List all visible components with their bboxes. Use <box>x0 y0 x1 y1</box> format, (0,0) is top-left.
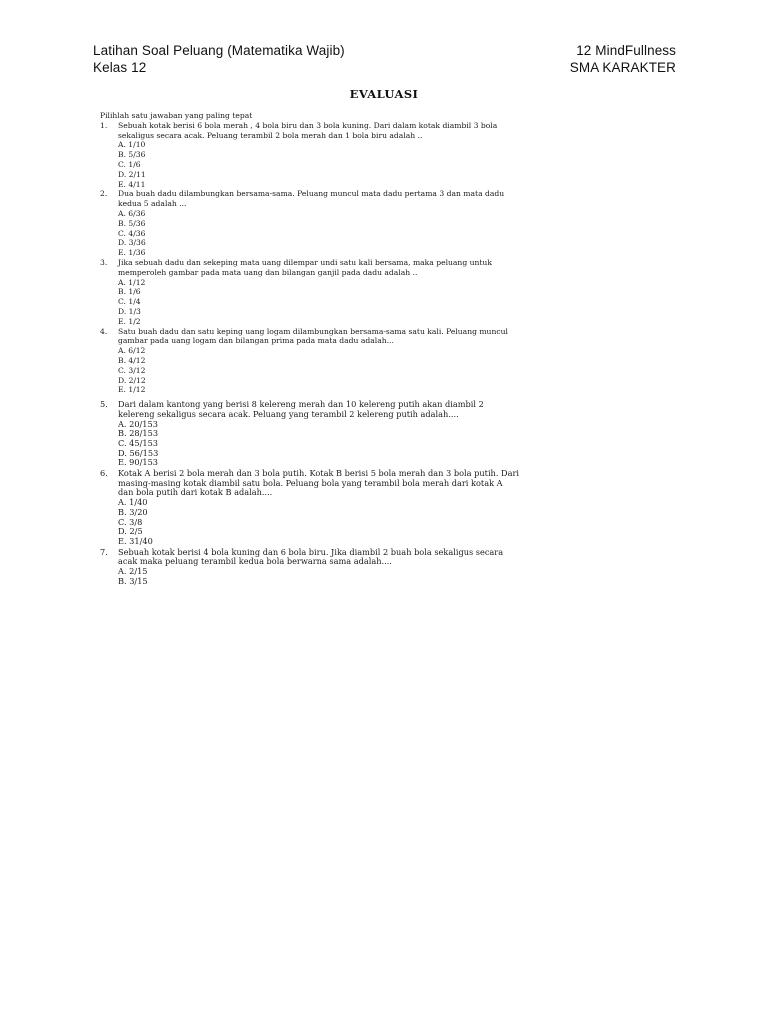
answer-option: D. 1/3 <box>118 306 141 316</box>
answer-option: E. 4/11 <box>118 179 146 189</box>
answer-option: A. 6/36 <box>118 208 146 218</box>
answer-options <box>118 420 520 469</box>
question-number: 3. <box>100 257 108 267</box>
answer-option: A. 1/10 <box>118 140 146 150</box>
question-4 <box>100 327 520 396</box>
answer-option: B. 4/12 <box>118 355 146 365</box>
question-7 <box>100 548 520 587</box>
answer-option: D. 2/11 <box>118 169 146 179</box>
header-school: SMA KARAKTER <box>569 60 676 75</box>
answer-option: B. 1/6 <box>118 287 141 297</box>
answer-option: A. 1/40 <box>118 497 148 508</box>
question-number: 7. <box>100 546 108 557</box>
answer-option: D. 56/153 <box>118 447 159 458</box>
answer-option: C. 1/4 <box>118 297 141 307</box>
answer-option: B. 28/153 <box>118 428 159 439</box>
question-2 <box>100 189 520 258</box>
answer-option: D. 2/5 <box>118 526 143 537</box>
answer-option: D. 3/36 <box>118 238 146 248</box>
answer-option: C. 3/8 <box>118 516 143 527</box>
answer-option: A. 6/12 <box>118 346 146 356</box>
answer-option: E. 90/153 <box>118 457 158 468</box>
answer-option: B. 3/15 <box>118 575 148 586</box>
question-text: Dua buah dadu dilambungkan bersama-sama. Peluang muncul mata dadu pertama 3 dan mata dadu kedua 5 adalah ... <box>118 189 505 209</box>
answer-option: C. 3/12 <box>118 365 146 375</box>
question-text: Sebuah kotak berisi 4 bola kuning dan 6 bola biru. Jika diambil 2 buah bola sekaligus secara acak maka peluang terambil kedua bola berwarna sama adalah.... <box>118 546 504 567</box>
answer-option: E. 31/40 <box>118 535 153 546</box>
question-number: 4. <box>100 326 108 336</box>
question-5 <box>100 400 520 468</box>
header-class: Kelas 12 <box>93 60 147 75</box>
question-text: Kotak A berisi 2 bola merah dan 3 bola putih. Kotak B berisi 5 bola merah dan 3 bola putih. Dari masing-masing kotak diambil satu bola. Peluang bola yang terambil bola merah dari kotak A dan bola putih dari kotak B adalah.... <box>118 468 520 498</box>
page-title: EVALUASI <box>349 87 419 101</box>
question-6 <box>100 469 520 547</box>
answer-option: D. 2/12 <box>118 375 146 385</box>
answer-options <box>118 567 520 586</box>
question-text: Satu buah dadu dan satu keping uang logam dilambungkan bersama-sama satu kali. Peluang muncul gambar pada uang logam dan bilangan prima pada mata dadu adalah... <box>118 326 508 346</box>
question-list <box>100 111 520 586</box>
answer-option: C. 4/36 <box>118 228 146 238</box>
question-text: Dari dalam kantong yang berisi 8 kelereng merah dan 10 kelereng putih akan diambil 2 kelereng sekaligus secara acak. Peluang yang terambil 2 kelereng putih adalah.... <box>118 399 484 419</box>
answer-option: E. 1/12 <box>118 385 146 395</box>
answer-option: C. 1/6 <box>118 159 141 169</box>
answer-option: A. 2/15 <box>118 566 148 577</box>
question-number: 2. <box>100 189 108 199</box>
question-text: Sebuah kotak berisi 6 bola merah , 4 bola biru dan 3 bola kuning. Dari dalam kotak diambil 3 bola sekaligus secara acak. Peluang terambil 2 bola merah dan 1 bola biru adalah .. <box>118 120 498 140</box>
answer-options <box>118 278 520 327</box>
question-number: 6. <box>100 468 108 479</box>
header-program: 12 MindFullness <box>576 43 676 58</box>
question-text: Jika sebuah dadu dan sekeping mata uang dilempar undi satu kali bersama, maka peluang untuk memperoleh gambar pada mata uang dan bilangan ganjil pada dadu adalah .. <box>118 257 492 277</box>
instruction: Pilihlah satu jawaban yang paling tepat <box>100 111 253 120</box>
answer-option: B. 5/36 <box>118 218 146 228</box>
answer-option: B. 3/20 <box>118 506 148 517</box>
answer-option: B. 5/36 <box>118 150 146 160</box>
question-1 <box>100 121 520 190</box>
answer-option: A. 1/12 <box>118 277 146 287</box>
question-3 <box>100 258 520 327</box>
answer-options <box>118 209 520 258</box>
question-number: 5. <box>100 399 108 410</box>
answer-options <box>118 140 520 189</box>
question-number: 1. <box>100 120 108 130</box>
answer-option: E. 1/2 <box>118 316 141 326</box>
header-subject: Latihan Soal Peluang (Matematika Wajib) <box>93 43 345 58</box>
answer-option: A. 20/153 <box>118 418 158 429</box>
answer-option: C. 45/153 <box>118 437 158 448</box>
answer-options <box>118 498 520 547</box>
answer-option: E. 1/36 <box>118 248 146 258</box>
answer-options <box>118 346 520 395</box>
